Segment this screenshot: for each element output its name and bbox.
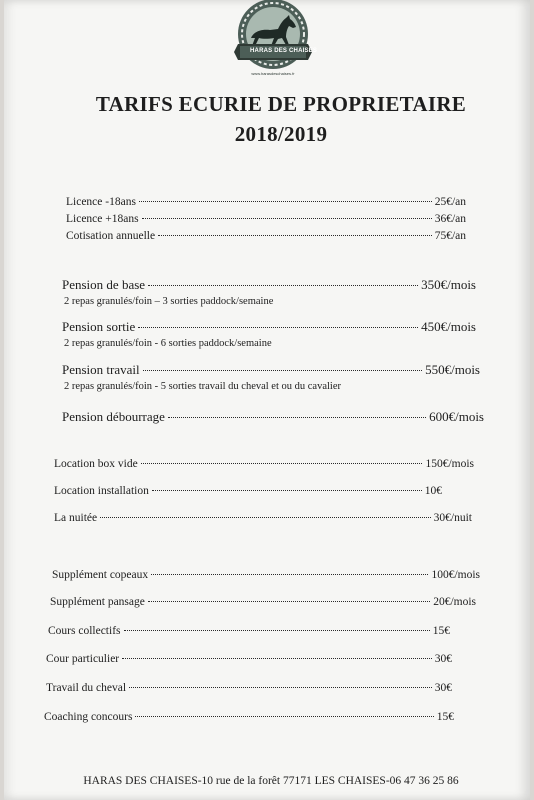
price-row-location-installation [54, 485, 442, 497]
price-label: Coaching concours [44, 711, 133, 723]
price-label: La nuitée [54, 512, 98, 524]
dot-leader [100, 517, 431, 518]
price-label: Supplément pansage [50, 596, 145, 608]
price-value: 25€/an [434, 196, 466, 208]
logo-url: www.harasdeschaises.fr [251, 71, 295, 76]
price-value: 15€ [432, 625, 450, 637]
price-value: 30€ [434, 653, 452, 665]
logo [218, 0, 328, 82]
price-value: 550€/mois [425, 362, 480, 377]
price-value: 600€/mois [429, 409, 484, 424]
price-row-pension-sortie [62, 319, 476, 335]
dot-leader [142, 218, 432, 219]
price-value: 350€/mois [421, 277, 476, 292]
price-row-cours-collectifs [48, 625, 450, 637]
price-value: 20€/mois [433, 596, 476, 608]
price-label: Pension de base [62, 277, 146, 292]
price-row-pension-travail [62, 362, 480, 378]
price-label: Cotisation annuelle [66, 230, 156, 242]
dot-leader [124, 630, 430, 631]
price-label: Licence +18ans [66, 213, 139, 225]
price-row-coaching-concours [44, 711, 454, 723]
footer-contact: HARAS DES CHAISES-10 rue de la forêt 77171 LES CHAISES-06 47 36 25 86 [83, 775, 459, 787]
price-label: Pension travail [62, 362, 140, 377]
dot-leader [141, 463, 423, 464]
price-value: 15€ [436, 711, 454, 723]
dot-leader [168, 417, 426, 418]
dot-leader [135, 716, 433, 717]
dot-leader [148, 285, 418, 286]
pension-detail: 2 repas granulés/foin - 6 sorties paddock/semaine [64, 338, 272, 349]
price-row-cour-particulier [46, 653, 452, 665]
price-value: 10€ [424, 485, 442, 497]
price-value: 450€/mois [421, 319, 476, 334]
dot-leader [129, 687, 432, 688]
price-row-location-box [54, 458, 474, 470]
pension-detail: 2 repas granulés/foin - 5 sorties travail du cheval et ou du cavalier [64, 381, 341, 392]
dot-leader [122, 658, 432, 659]
dot-leader [143, 370, 422, 371]
dot-leader [148, 601, 430, 602]
price-row-licence-minor [66, 196, 466, 208]
price-sheet [4, 0, 530, 800]
page-title: TARIFS ECURIE DE PROPRIETAIRE [95, 92, 467, 116]
price-value: 75€/an [434, 230, 466, 242]
price-row-pension-base [62, 277, 476, 293]
dot-leader [152, 490, 422, 491]
dot-leader [138, 327, 418, 328]
price-label: Cour particulier [46, 653, 120, 665]
price-label: Location box vide [54, 458, 138, 470]
page-subtitle-season: 2018/2019 [234, 122, 328, 146]
price-row-nuitee [54, 512, 472, 524]
price-row-pension-debourrage [62, 409, 484, 425]
pension-detail: 2 repas granulés/foin – 3 sorties paddock/semaine [64, 296, 274, 307]
price-value: 30€/nuit [433, 512, 472, 524]
logo-name: HARAS DES CHAISES [250, 48, 318, 54]
price-row-cotisation [66, 230, 466, 242]
price-row-travail-cheval [46, 682, 452, 694]
price-row-licence-adult [66, 213, 466, 225]
price-value: 100€/mois [431, 569, 480, 581]
price-label: Travail du cheval [46, 682, 127, 694]
price-label: Cours collectifs [48, 625, 121, 637]
horse-icon [218, 0, 328, 82]
dot-leader [151, 574, 428, 575]
price-row-supplement-pansage [50, 596, 476, 608]
price-label: Supplément copeaux [52, 569, 149, 581]
price-label: Licence -18ans [66, 196, 136, 208]
price-row-supplement-copeaux [52, 569, 480, 581]
dot-leader [139, 201, 432, 202]
price-value: 150€/mois [425, 458, 474, 470]
price-value: 36€/an [434, 213, 466, 225]
price-value: 30€ [434, 682, 452, 694]
price-label: Pension sortie [62, 319, 136, 334]
dot-leader [158, 235, 432, 236]
price-label: Pension débourrage [62, 409, 165, 424]
price-label: Location installation [54, 485, 149, 497]
